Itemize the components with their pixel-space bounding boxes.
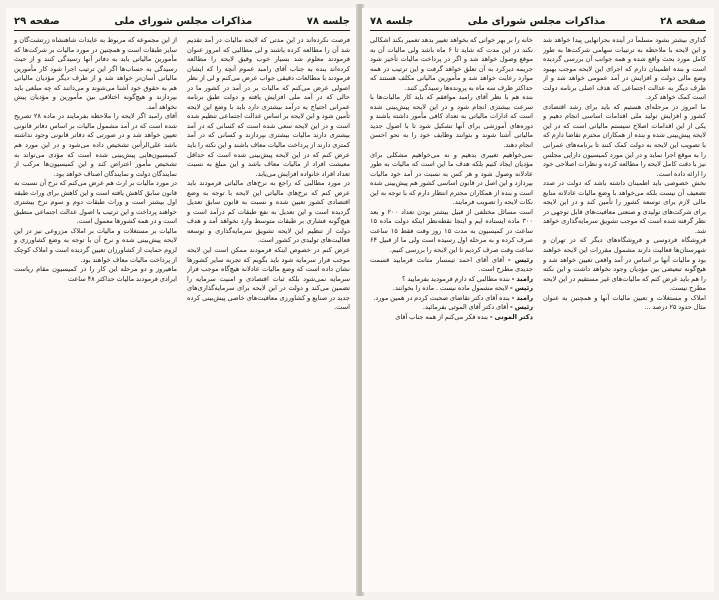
text-columns — [14, 36, 350, 586]
column-left — [370, 36, 533, 586]
paragraph: عرض کنم در خصوص اینکه فرمودند ممکن است این لایحه موجب فرار سرمایه شود باید بگویم که تجربه سایر کشورها نشان داده است که وضع مالیات عادلانه هیچ‌گاه موجب فرار سرمایه نمی‌شود بلکه ثبات اقتصادی و امنیت سرمایه را تضمین می‌کند و دولت در این لایحه برای سرمایه‌گذاری‌های جدید در صنایع و کشاورزی معافیت‌های خاصی پیش‌بینی کرده است. — [187, 246, 350, 312]
session-label: جلسه ۷۸ — [306, 15, 350, 27]
paragraph: آقای رامبد اگر لایحه را ملاحظه بفرمایند در ماده ۲۸ تصریح شده است که در آمد مشمول مالیات بر اساس دفاتر قانونی تعیین خواهد شد و در صورتی که دفاتر قانونی وجود نداشته باشد علی‌الرأس تشخیص داده می‌شود و در این مورد هم کمیسیون‌هایی پیش‌بینی شده است که مؤدی می‌تواند به تشخیص مأمور اعتراض کند و این کمیسیون‌ها مرکب از نمایندگان دولت و نمایندگان اصناف خواهد بود. — [14, 112, 177, 178]
column-left — [14, 36, 177, 586]
page-number: صفحه ۲۹ — [14, 15, 60, 27]
paragraph: در مورد مطالبی که راجع به نرخ‌های مالیاتی فرمودند باید عرض کنم که نرخ‌های مالیاتی این لایحه با توجه به وضع اقتصادی کشور تعیین شده و نسبت به قانون سابق تعدیل گردیده است و این تعدیل به نفع طبقات کم درآمد است و هیچ‌گونه فشاری بر طبقات متوسط وارد نخواهد آمد و هدف دولت از تنظیم این لایحه تشویق سرمایه‌گذاری و توسعه فعالیت‌های تولیدی در کشور است. — [187, 179, 350, 245]
dialogue-line — [370, 284, 533, 294]
dialogue-text: لایحه مشمول ماده نیست . ماده را بخوانند. — [392, 284, 509, 293]
dialogue-line — [370, 294, 533, 304]
dialogue-text: آقای دکتر آقای الموتی بفرمائید. — [422, 303, 509, 312]
dialogue-text: بنده فکر می‌کنم از همه جناب آقای — [395, 312, 489, 321]
text-columns — [370, 36, 706, 586]
paragraph: فرصت نکرده‌اند در این مدتی که لایحه مالیات در آمد تقدیم شد آن را مطالعه کرده باشند و لی مطالبی که امروز عنوان فرمودند معلوم شد بسیار خوب وقیق لایحه را مطالعه کرده‌اند بنده به جناب آقای رامبد عموم آنچه را که ایشان فرمودند با مطالعات دقیقی جواب عرض می‌کنم و لی از نظر اصولی عرض می‌کنم که مالیات بر در آمد در کشور ما در حالی که در آمد ملی افزایش یافته و دولت طبق برنامه عمرانی احتیاج به درآمد بیشتری دارد باید با وضع این لایحه تأمین شود و این لایحه بر اساس عدالت اجتماعی تنظیم شده است و در این لایحه سعی شده است که کسانی که در آمد بیشتری دارند مالیات بیشتری بپردازند و کسانی که در آمد کمتری دارند از پرداخت مالیات معاف باشند و این نکته را باید عرض کنم که در این لایحه پیش‌بینی شده است که حداقل معیشت افراد از مالیات معاف باشد و این مبلغ به نسبت تعداد افراد خانواده افزایش می‌یابد. — [187, 36, 350, 178]
dialogue-line — [370, 313, 533, 323]
paragraph: نمی‌خواهیم تغییری بدهیم و نه می‌خواهیم مشکلی برای مؤدیان ایجاد کنیم بلکه هدف ما این است که مالیات به طور عادلانه وصول شود و هر کس به نسبت در آمد خود مالیات بپردازد و این اصل در قانون اساسی کشور هم پیش‌بینی شده است و بنده از همکاران محترم انتظار دارم که با توجه به این نکات لایحه را تصویب فرمایند. — [370, 150, 533, 207]
paragraph: است مسائل مختلفی از قبیل بیشتر بودن تعداد ۲۰۰ و بعد ۳۰۰ ماده ایستاده ایم و اینجا نقطه‌نظر اینکه دولت ماده ۱۵ ساعت در کمیسیون به مدت ۱۵ روز وقت فقط ۱۵ ساعت صرف کرده و به مرحله اول رسیده است ولی ما از قبیل ۶۴ ساعت وقت صرف کردیم تا این لایحه را بررسی کنیم. — [370, 207, 533, 255]
paragraph: گذاری بیشتر بشود مسلماً در آینده بحرانهایی پیدا خواهد شد و این لایحه با ملاحظه به ترتیبات سهامی شرکت‌ها به طور کامل مورد بحث واقع شده و همه جوانب آن بررسی گردیده است و بنده اطمینان دارم که اجرای این لایحه موجب بهبود وضع مالی دولت و افزایش در آمد عمومی خواهد شد و از طرف دیگر به عدالت اجتماعی که هدف اصلی برنامه دولت است کمک خواهد کرد. — [543, 36, 706, 102]
page-28 — [362, 8, 714, 592]
paragraph: ما امروز در مرحله‌ای هستیم که باید برای رشد اقتصادی کشور و افزایش تولید ملی اقدامات اساسی انجام دهیم و یکی از این اقدامات اصلاح سیستم مالیاتی است که در این لایحه پیش‌بینی شده و بنده از همکاران محترم تقاضا دارم که با تصویب این لایحه به دولت کمک کنند تا برنامه‌های عمرانی را به موقع اجرا نماید و در این مورد کمیسیون دارایی مجلس نیز با دقت کامل لایحه را مطالعه کرده و نظرات اصلاحی خود را ارائه داده است. — [543, 102, 706, 178]
paragraph: مالیات بر مستغلات و مالیات بر املاک مزروعی نیز در این لایحه پیش‌بینی شده و نرخ آن با توجه به وضع کشاورزی و لزوم حمایت از کشاورزان تعیین گردیده است و املاک کوچک از پرداخت مالیات معاف خواهند بود. — [14, 226, 177, 264]
speaker-name: رئیس - — [509, 303, 533, 312]
dialogue-line — [370, 303, 533, 313]
paragraph: در مورد مالیات بر ارث هم عرض می‌کنم که نرخ آن نسبت به قانون سابق کاهش یافته است و این کاهش برای وراث طبقه اول بیشتر است و وراث طبقات دوم و سوم نرخ بیشتری خواهند پرداخت و این ترتیب با اصول عدالت اجتماعی منطبق است و در همه کشورها معمول است. — [14, 179, 177, 226]
paragraph: فروشگاه فردوسی و فروشگاه‌های دیگر که در تهران و شهرستان‌ها فعالیت دارند مشمول مقررات این لایحه خواهند بود و مالیات آنها بر اساس در آمد واقعی تعیین خواهد شد و هیچ‌گونه تبعیضی بین مؤدیان وجود نخواهد داشت و این نکته را هم باید عرض کنم که مالیات‌های غیر مستقیم در این لایحه مطرح نیست. — [543, 236, 706, 293]
paragraph: بنده هم با نظر آقای رامبد موافقم که باید کار مالیات‌ها با سرعت بیشتری انجام شود و در این لایحه پیش‌بینی شده است که ادارات مالیاتی به تعداد کافی مأمور داشته باشند و دوره‌های آموزشی برای آنها تشکیل شود تا با اصول جدید مالیاتی آشنا شوند و بتوانند وظایف خود را به نحو احسن انجام دهند. — [370, 93, 533, 150]
paragraph: ماهیروز و دو مرحله این کار را در کمیسیون مقام ریاست ایرادی فرمودند مالیات حداکثر ۴۸ ساعت — [14, 265, 177, 283]
dialogue-text: بنده آقای دکتر تقاضای صحبت کردم در همین مورد. — [373, 293, 510, 302]
page-number: صفحه ۲۸ — [660, 15, 706, 27]
paragraph: املاک و مستغلات و تعیین مالیات آنها و همچنین به عنوان مثال حدود ۲۵ درصد ... — [543, 293, 706, 312]
speaker-name: دکتر الموتی - — [489, 312, 533, 321]
column-right — [187, 36, 350, 586]
speaker-name: رامبد - — [511, 293, 533, 302]
running-title: مذاکرات مجلس شورای ملی — [467, 15, 606, 27]
page-header — [370, 12, 706, 31]
paragraph: خانه را بر بهر خوانی که بخواهد تغییر بدهد تعمیر بکند اشکالی نکند در این مدت که شاید تا ۶ ماه باشد ولی مالیات آن به موقع وصول خواهد شد و اگر در پرداخت مالیات تأخیر شود جریمه دیرکرد به آن تعلق خواهد گرفت و این ترتیب در همه موارد رعایت خواهد شد و مأمورین مالیاتی مکلف هستند که حداکثر ظرف سه ماه به پرونده‌ها رسیدگی کنند. — [370, 36, 533, 92]
page-29 — [6, 8, 358, 592]
session-label: جلسه ۷۸ — [370, 15, 414, 27]
speaker-name: رامبد - — [511, 274, 533, 283]
dialogue-line — [370, 275, 533, 285]
page-header — [14, 12, 350, 31]
speaker-name: رئیس - — [509, 284, 533, 293]
dialogue-line — [370, 256, 533, 275]
paragraph: بخش خصوصی باید اطمینان داشته باشد که دولت در صدد تضعیف آن نیست بلکه می‌خواهد با وضع مالیات عادلانه منابع مالی لازم برای توسعه کشور را تأمین کند و در این لایحه برای شرکت‌های تولیدی و صنعتی معافیت‌های قابل توجهی در نظر گرفته شده است که موجب تشویق سرمایه‌گذاری خواهد شد. — [543, 179, 706, 235]
running-title: مذاکرات مجلس شورای ملی — [114, 15, 253, 27]
dialogue-text: بنده مطالبی که دارم فرمودید بفرمایید ؟ — [402, 274, 510, 283]
dialogue-text: آقای آقای احمد تیمسار متانت فرمایید قسمت جدیدی مطرح است. — [370, 255, 533, 274]
speaker-name: رئیس - — [507, 255, 533, 264]
paragraph: از این مجموعه که مربوط به عایدات شاهنشاه زرتشت‌گان و سایر طبقات است و همچنین در مورد مالیات بر شرکت‌ها که مأمورین مالیاتی باید به دفاتر آنها رسیدگی کنند و از حیث رسیدگی به حساب‌ها اگر این ترتیب اجرا شود کار مأمورین مالیاتی آسان‌تر خواهد شد و از طرف دیگر مؤدیان مالیاتی هم به حقوق خود آشنا می‌شوند و می‌دانند که چه مبلغی باید بپردازند و هیچ‌گونه اختلافی بین مأمورین و مؤدیان پیش نخواهد آمد. — [14, 36, 177, 111]
column-right — [543, 36, 706, 586]
